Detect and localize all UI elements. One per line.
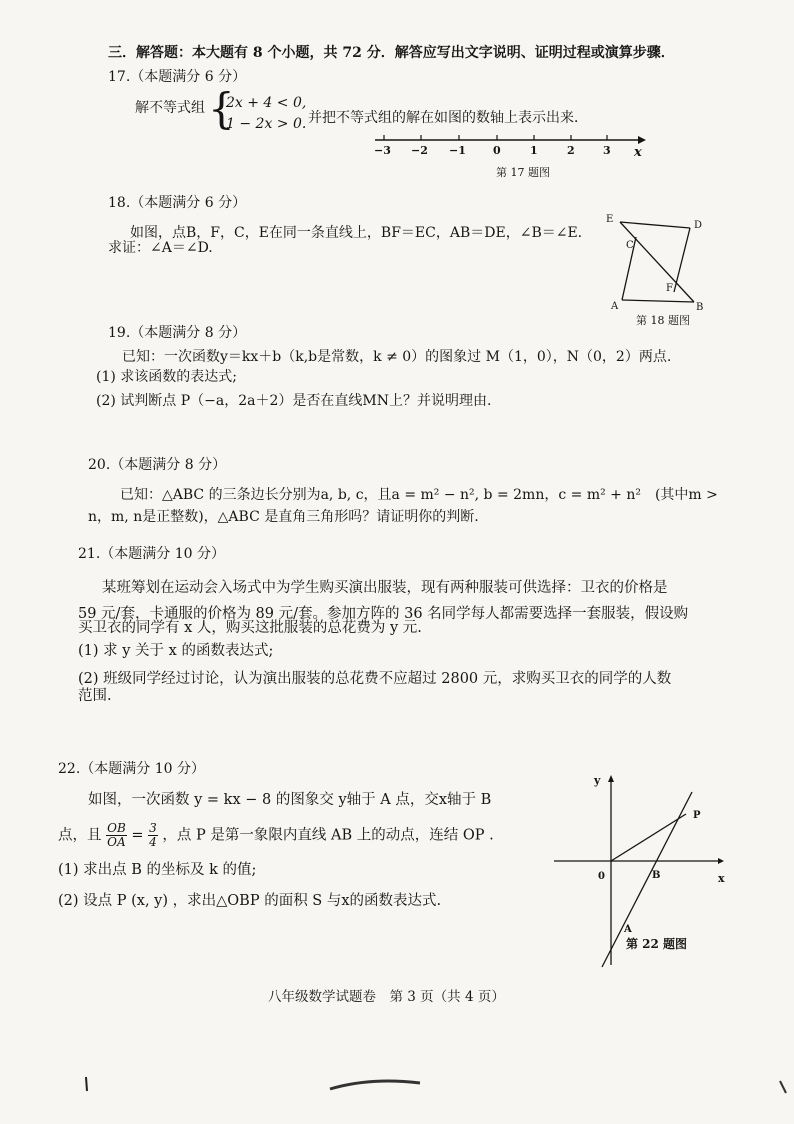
q20-number: 20.（本题满分 8 分） [88, 457, 227, 473]
q21-line3: 买卫衣的同学有 x 人，购买这批服装的总花费为 y 元. [78, 620, 422, 636]
q22-line2a: 点，且 [58, 827, 102, 844]
q22-frac-3-4 [148, 822, 158, 849]
q17-tick-n2: −2 [411, 144, 428, 157]
q22-label-o: 0 [598, 871, 605, 882]
q22-frac1-den: OA [107, 835, 126, 849]
q18-label-e: E [606, 214, 614, 225]
q18-line1: 如图，点B，F，C，E在同一条直线上，BF＝EC，AB＝DE，∠B＝∠E. [130, 225, 583, 241]
q22-line1: 如图，一次函数 y = kx − 8 的图象交 y轴于 A 点，交x轴于 B [88, 792, 492, 808]
q19-line2: (1) 求该函数的表达式; [96, 369, 237, 385]
q22-frac1-num: OB [107, 821, 126, 835]
q17-tick-n3: −3 [374, 144, 391, 157]
q18-label-c: C [626, 240, 634, 251]
q20-line1: 已知：△ABC 的三条边长分别为a, b, c，且a = m² − n², b = 2mn，c = m² + n² (其中m > [120, 487, 718, 503]
q17-ineq1: 2x + 4 < 0, [226, 95, 307, 111]
q18-label-a: A [611, 301, 619, 312]
q22-label-a: A [624, 924, 632, 935]
q22-frac2-num: 3 [149, 821, 157, 835]
q17-brace: { [208, 84, 235, 133]
q21-line4: (1) 求 y 关于 x 的函数表达式; [78, 643, 274, 659]
q17-tail: 并把不等式组的解在如图的数轴上表示出来． [308, 110, 588, 126]
q18-label-d: D [694, 220, 703, 231]
q21-line6: 范围. [78, 688, 112, 704]
q20-line2: n，m, n是正整数)，△ABC 是直角三角形吗？请证明你的判断. [88, 509, 479, 525]
q18-label-b: B [696, 302, 704, 313]
q22-line4: (2) 设点 P (x, y) ，求出△OBP 的面积 S 与x的函数表达式. [58, 893, 442, 909]
q17-caption: 第 17 题图 [496, 166, 550, 179]
q18-number: 18.（本题满分 6 分） [108, 195, 247, 211]
q17-tick-2: 2 [567, 144, 575, 157]
q22-caption: 第 22 题图 [626, 937, 688, 951]
section-heading: 三．解答题：本大题有 8 个小题，共 72 分．解答应写出文字说明、证明过程或演算步骤． [108, 45, 675, 61]
scan-artifact [0, 1065, 794, 1105]
q18-caption: 第 18 题图 [636, 314, 690, 327]
q22-label-x: x [718, 872, 725, 885]
q17-ineq2: 1 − 2x > 0. [226, 116, 307, 132]
q22-frac-ob-oa [106, 822, 127, 849]
q19-number: 19.（本题满分 8 分） [108, 325, 247, 341]
q21-line2: 59 元/套，卡通服的价格为 89 元/套。参加方阵的 36 名同学每人都需要选择一套服装，假设购 [78, 606, 689, 622]
q17-tick-n1: −1 [449, 144, 466, 157]
q17-number: 17.（本题满分 6 分） [108, 69, 247, 85]
q19-line3: (2) 试判断点 P（−a，2a＋2）是否在直线MN上？并说明理由. [96, 393, 492, 409]
q22-frac2-den: 4 [149, 835, 157, 849]
q19-line1: 已知：一次函数y＝kx＋b（k,b是常数，k ≠ 0）的图象过 M（1，0），N（0，2）两点. [122, 349, 672, 365]
q21-number: 21.（本题满分 10 分） [78, 546, 225, 562]
q22-eq: = [131, 827, 144, 844]
q21-line1: 某班筹划在运动会入场式中为学生购买演出服装，现有两种服装可供选择：卫衣的价格是 [102, 580, 668, 596]
q17-lead: 解不等式组 [135, 100, 205, 116]
q17-axis-var: x [634, 145, 642, 160]
q22-line2b: ，点 P 是第一象限内直线 AB 上的动点，连结 OP . [162, 827, 494, 844]
q18-line2: 求证：∠A＝∠D. [108, 240, 213, 256]
q18-label-f: F [666, 283, 673, 294]
q22-line2 [58, 822, 494, 849]
q17-tick-1: 1 [530, 144, 538, 157]
q22-label-p: P [693, 810, 701, 821]
q17-tick-0: 0 [493, 144, 501, 157]
q21-line5: (2) 班级同学经过讨论，认为演出服装的总花费不应超过 2800 元，求购买卫衣的同学的人数 [78, 671, 672, 687]
page-footer: 八年级数学试题卷 第 3 页（共 4 页） [268, 989, 505, 1005]
q22-label-b: B [652, 870, 661, 881]
q22-line3: (1) 求出点 B 的坐标及 k 的值; [58, 862, 257, 878]
q22-label-y: y [594, 774, 601, 787]
q17-tick-3: 3 [603, 144, 611, 157]
q22-number: 22.（本题满分 10 分） [58, 761, 205, 777]
